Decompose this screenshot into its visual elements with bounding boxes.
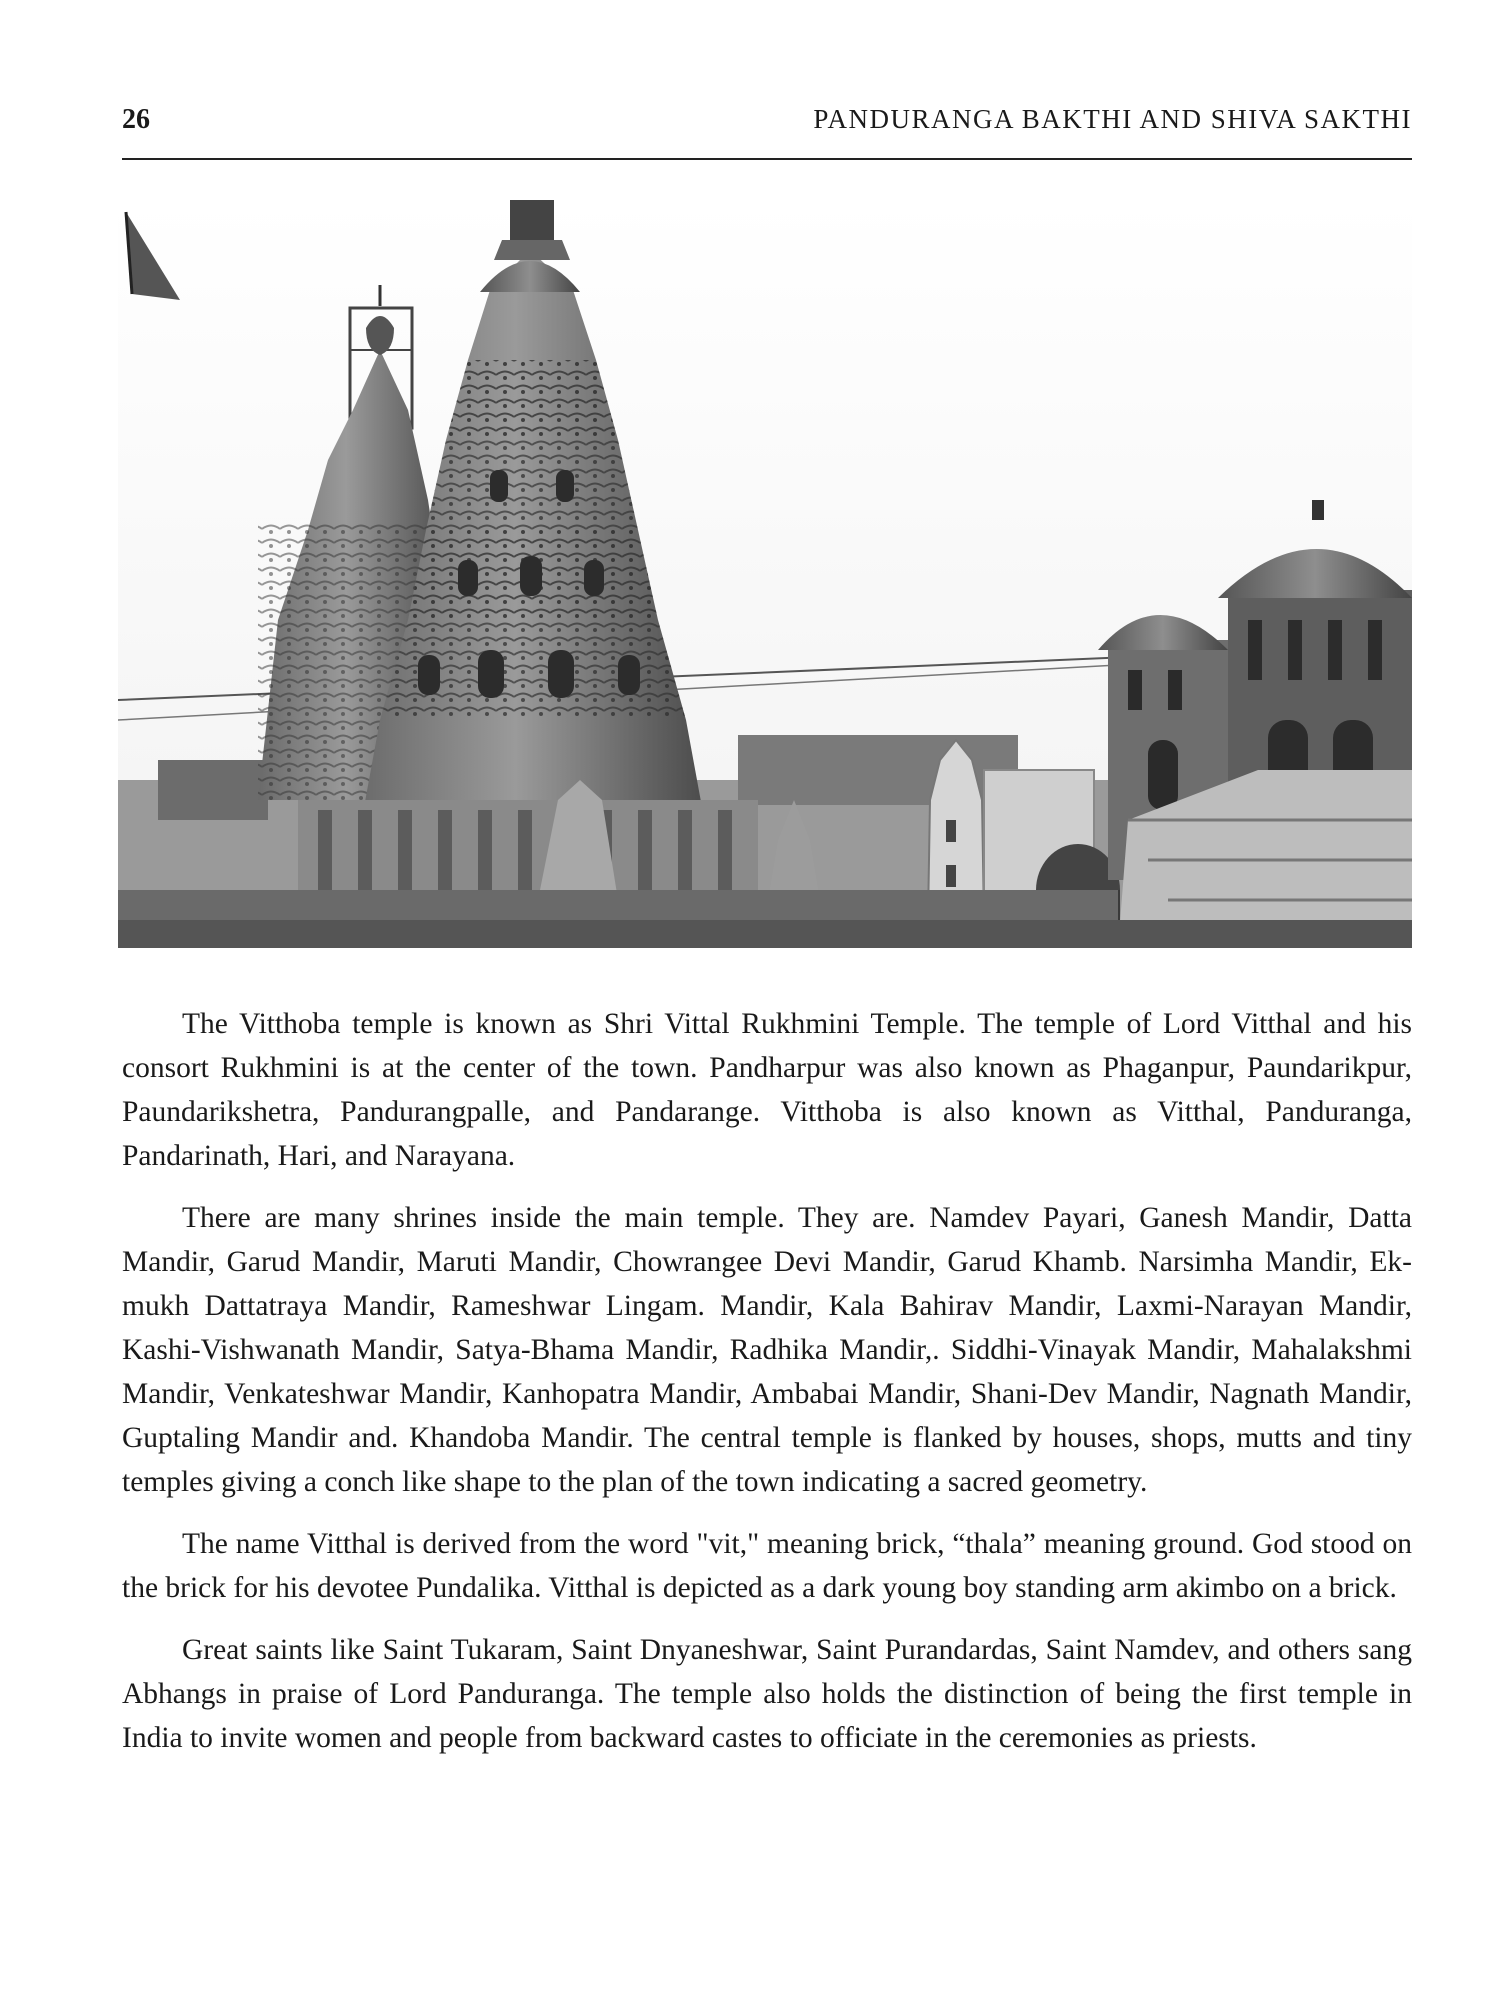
page-header [122,100,1412,140]
paragraph-2: There are many shrines inside the main temple. They are. Namdev Payari, Ganesh Mandir, Datta Mandir, Garud Mandir, Maruti Mandir, Chowrangee Devi Mandir, Garud Khamb. Narsimha Mandir, Ek-mukh Dattatraya Mandir, Rameshwar Lingam. Mandir, Kala Bahirav Mandir, Laxmi-Narayan Mandir, Kashi-Vishwanath Mandir, Satya-Bhama Mandir, Radhika Mandir,. Siddhi-Vinayak Mandir, Mahalakshmi Mandir, Venkateshwar Mandir, Kanhopatra Mandir, Ambabai Mandir, Shani-Dev Mandir, Nagnath Mandir, Guptaling Mandir and. Khandoba Mandir. The central temple is flanked by houses, shops, mutts and tiny temples giving a conch like shape to the plan of the town indicating a sacred geometry. [122,1202,1412,1498]
header-rule [122,158,1412,160]
paragraph-3: The name Vitthal is derived from the word "vit," meaning brick, “thala” meaning ground. God stood on the brick for his devotee Pundalika. Vitthal is depicted as a dark young boy standing arm akimbo on a brick. [122,1528,1412,1604]
temple-photograph [118,200,1412,948]
paragraph-4: Great saints like Saint Tukaram, Saint Dnyaneshwar, Saint Purandardas, Saint Namdev, and others sang Abhangs in praise of Lord Panduranga. The temple also holds the distinction of being the first temple in India to invite women and people from backward castes to officiate in the ceremonies as priests. [122,1634,1412,1754]
paragraph-1: The Vitthoba temple is known as Shri Vittal Rukhmini Temple. The temple of Lord Vitthal and his consort Rukhmini is at the center of the town. Pandharpur was also known as Phaganpur, Paundarikpur, Paundarikshetra, Pandurangpalle, and Pandarange. Vitthoba is also known as Vitthal, Panduranga, Pandarinath, Hari, and Narayana. [122,1008,1412,1172]
body-text [122,1002,1412,1778]
running-title: PANDURANGA BAKTHI AND SHIVA SAKTHI [813,104,1412,134]
page-number: 26 [122,104,150,135]
